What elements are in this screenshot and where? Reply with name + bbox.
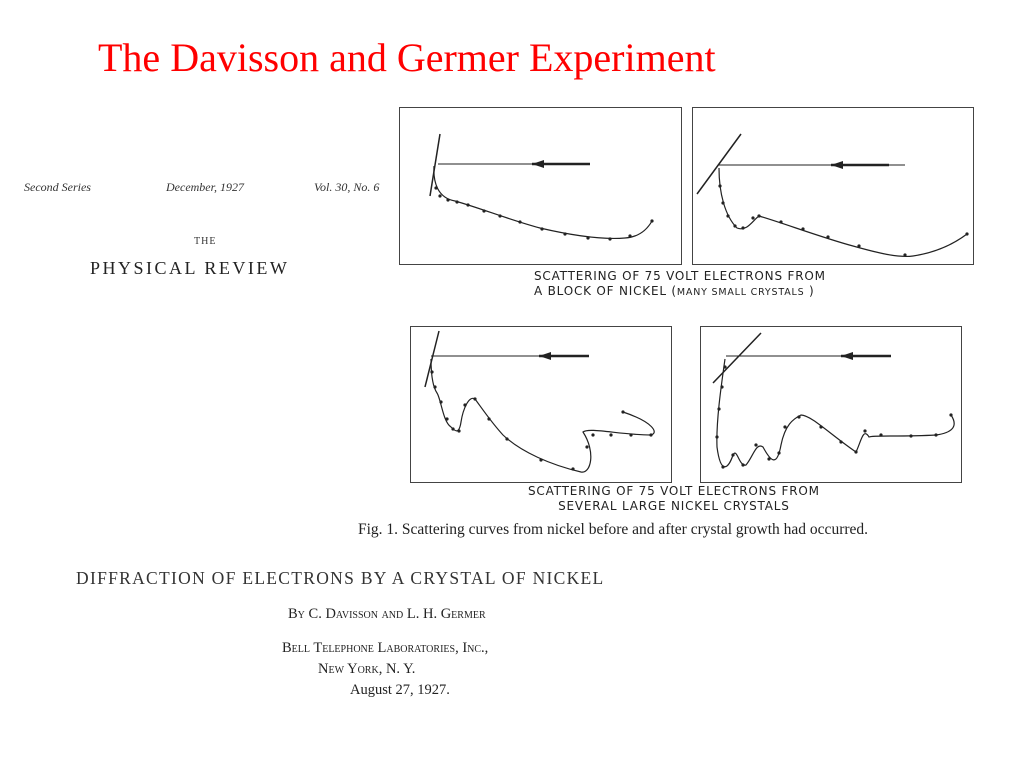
scattering-curve bbox=[719, 168, 967, 256]
caption-polycrystal bbox=[534, 269, 826, 300]
scatter-plot-4 bbox=[701, 327, 961, 482]
crystal-surface-line bbox=[713, 333, 761, 383]
crystal-surface-line bbox=[430, 134, 440, 196]
data-points bbox=[715, 365, 952, 468]
data-points bbox=[718, 184, 968, 256]
paper-received-date: August 27, 1927. bbox=[350, 682, 450, 698]
beam-arrow-head bbox=[539, 352, 551, 360]
paper-affiliation-line2: New York, N. Y. bbox=[318, 661, 416, 677]
scattering-curve bbox=[434, 166, 652, 238]
slide-title: The Davisson and Germer Experiment bbox=[98, 35, 716, 80]
beam-arrow-head bbox=[831, 161, 843, 169]
beam-arrow-head bbox=[532, 160, 544, 168]
caption-single-crystal bbox=[528, 484, 820, 514]
paper-title: DIFFRACTION OF ELECTRONS BY A CRYSTAL OF NICKEL bbox=[76, 568, 605, 588]
data-points bbox=[430, 370, 652, 470]
caption-single-crystal-line1: SCATTERING OF 75 VOLT ELECTRONS FROM bbox=[528, 484, 820, 498]
beam-arrow-head bbox=[841, 352, 853, 360]
journal-date: December, 1927 bbox=[166, 180, 244, 194]
data-points bbox=[434, 186, 653, 240]
scatter-plot-3 bbox=[411, 327, 671, 482]
scatter-panel-single-crystal-1 bbox=[410, 326, 672, 483]
scatter-panel-single-crystal-2 bbox=[700, 326, 962, 483]
scatter-panel-polycrystal-1 bbox=[399, 107, 682, 265]
journal-name: PHYSICAL REVIEW bbox=[90, 258, 290, 278]
paper-authors: By C. Davisson and L. H. Germer bbox=[288, 606, 486, 622]
figure-caption: Fig. 1. Scattering curves from nickel before and after crystal growth had occurred. bbox=[358, 521, 869, 538]
scatter-panel-polycrystal-2 bbox=[692, 107, 974, 265]
journal-series: Second Series bbox=[24, 180, 91, 194]
scattering-curve bbox=[431, 359, 654, 472]
journal-the: THE bbox=[194, 236, 217, 247]
scatter-plot-2 bbox=[693, 108, 973, 264]
scatter-plot-1 bbox=[400, 108, 681, 264]
scattering-curve bbox=[717, 359, 954, 467]
caption-polycrystal-line1: SCATTERING OF 75 VOLT ELECTRONS FROM bbox=[534, 269, 826, 283]
journal-volume: Vol. 30, No. 6 bbox=[314, 180, 380, 194]
caption-polycrystal-line2: A BLOCK OF NICKEL (MANY SMALL CRYSTALS ) bbox=[534, 284, 815, 298]
paper-affiliation-line1: Bell Telephone Laboratories, Inc., bbox=[282, 640, 489, 656]
caption-single-crystal-line2: SEVERAL LARGE NICKEL CRYSTALS bbox=[558, 499, 790, 513]
